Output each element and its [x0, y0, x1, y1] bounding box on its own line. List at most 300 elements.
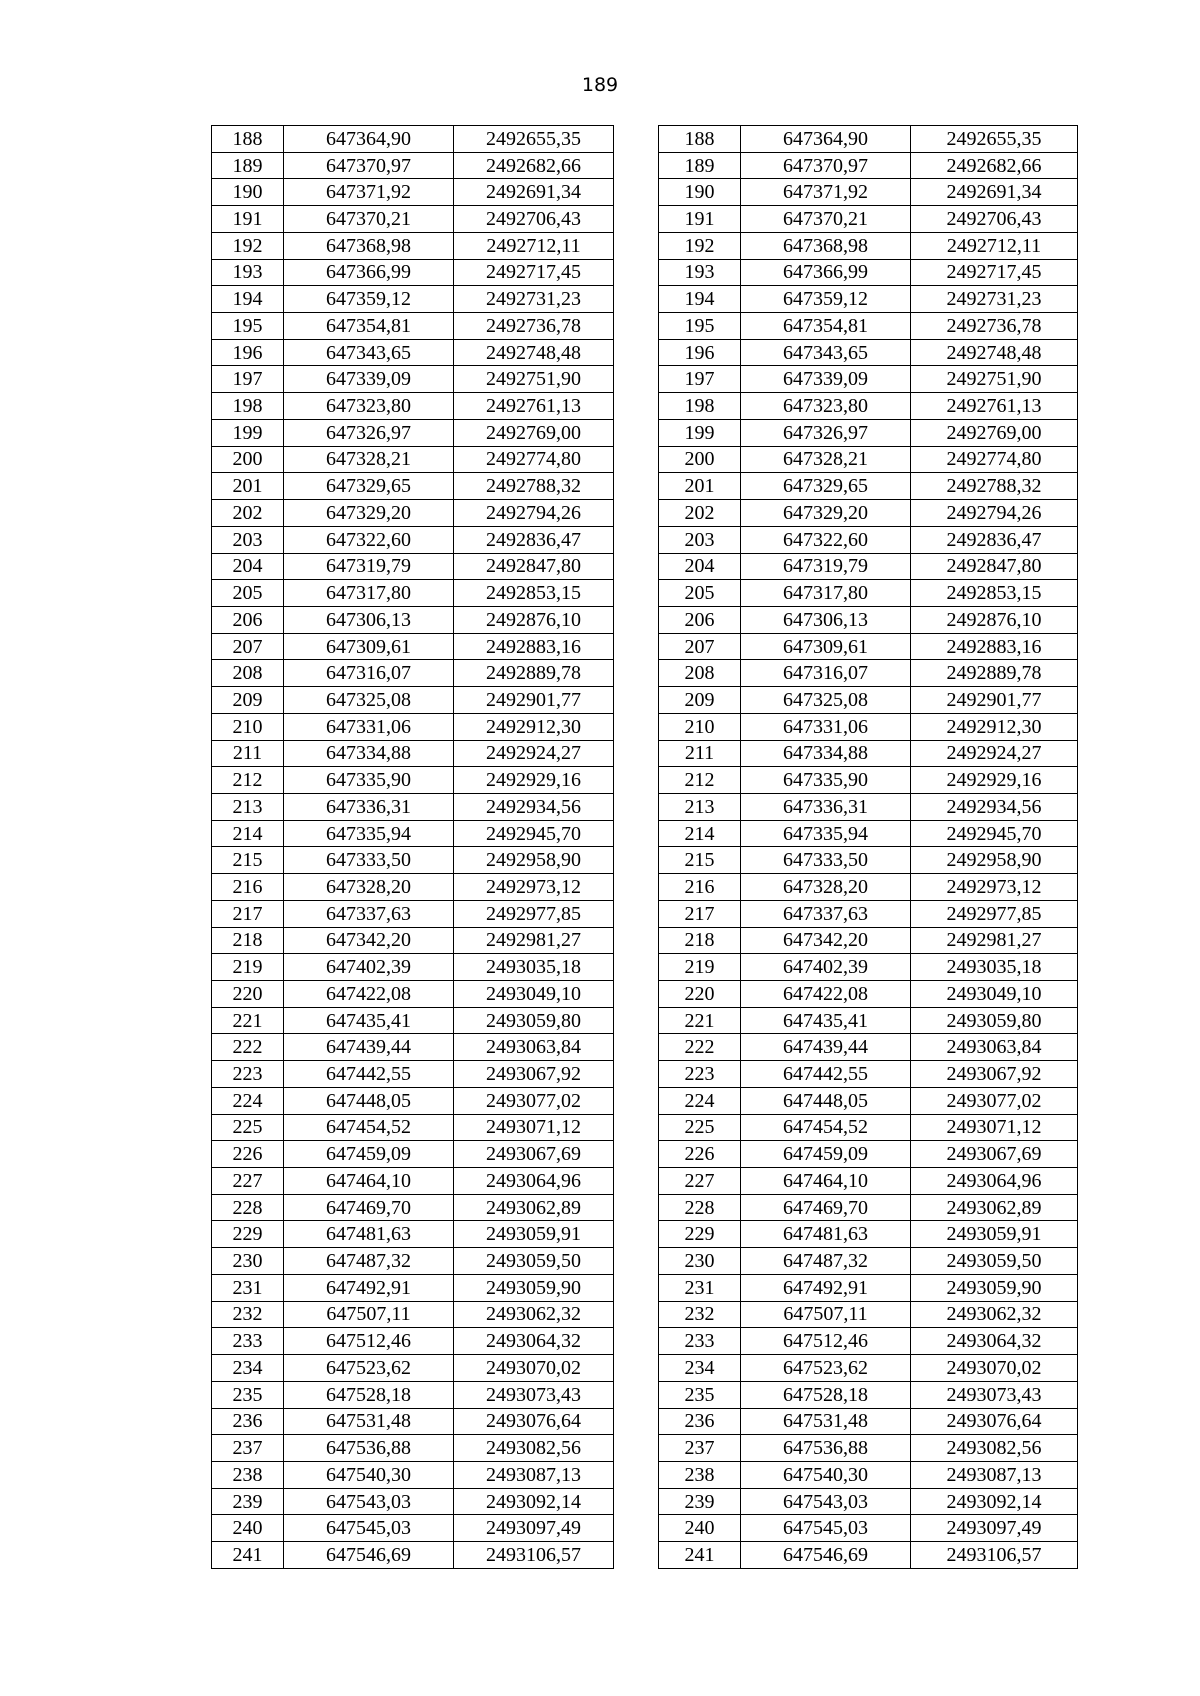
right-x-coordinate-cell: 647309,61	[741, 633, 911, 660]
right-point-number-cell: 201	[659, 473, 741, 500]
table-row	[212, 1408, 1078, 1435]
right-y-coordinate-cell: 2492901,77	[911, 687, 1078, 714]
left-x-coordinate-cell: 647354,81	[284, 313, 454, 340]
left-x-coordinate-cell: 647309,61	[284, 633, 454, 660]
left-point-number-cell: 190	[212, 179, 284, 206]
left-y-coordinate-cell: 2492836,47	[454, 526, 614, 553]
right-point-number-cell: 241	[659, 1542, 741, 1569]
column-gap	[614, 687, 659, 714]
table-row	[212, 366, 1078, 393]
column-gap	[614, 1034, 659, 1061]
left-x-coordinate-cell: 647337,63	[284, 900, 454, 927]
right-x-coordinate-cell: 647481,63	[741, 1221, 911, 1248]
right-point-number-cell: 217	[659, 900, 741, 927]
left-x-coordinate-cell: 647442,55	[284, 1061, 454, 1088]
right-y-coordinate-cell: 2492973,12	[911, 874, 1078, 901]
table-row	[212, 793, 1078, 820]
left-point-number-cell: 208	[212, 660, 284, 687]
column-gap	[614, 419, 659, 446]
right-point-number-cell: 221	[659, 1007, 741, 1034]
right-x-coordinate-cell: 647545,03	[741, 1515, 911, 1542]
right-x-coordinate-cell: 647531,48	[741, 1408, 911, 1435]
right-x-coordinate-cell: 647422,08	[741, 981, 911, 1008]
left-point-number-cell: 215	[212, 847, 284, 874]
right-point-number-cell: 240	[659, 1515, 741, 1542]
table-row	[212, 553, 1078, 580]
left-point-number-cell: 220	[212, 981, 284, 1008]
right-point-number-cell: 191	[659, 206, 741, 233]
right-x-coordinate-cell: 647528,18	[741, 1381, 911, 1408]
right-y-coordinate-cell: 2492958,90	[911, 847, 1078, 874]
table-row	[212, 1461, 1078, 1488]
table-row	[212, 1381, 1078, 1408]
left-point-number-cell: 240	[212, 1515, 284, 1542]
right-x-coordinate-cell: 647336,31	[741, 793, 911, 820]
left-point-number-cell: 226	[212, 1141, 284, 1168]
left-y-coordinate-cell: 2493071,12	[454, 1114, 614, 1141]
left-point-number-cell: 189	[212, 152, 284, 179]
left-x-coordinate-cell: 647306,13	[284, 606, 454, 633]
table-row	[212, 1435, 1078, 1462]
right-y-coordinate-cell: 2493070,02	[911, 1355, 1078, 1382]
right-y-coordinate-cell: 2493062,89	[911, 1194, 1078, 1221]
right-x-coordinate-cell: 647507,11	[741, 1301, 911, 1328]
left-point-number-cell: 232	[212, 1301, 284, 1328]
left-y-coordinate-cell: 2493106,57	[454, 1542, 614, 1569]
column-gap	[614, 1355, 659, 1382]
left-point-number-cell: 213	[212, 793, 284, 820]
left-y-coordinate-cell: 2493063,84	[454, 1034, 614, 1061]
right-x-coordinate-cell: 647546,69	[741, 1542, 911, 1569]
right-y-coordinate-cell: 2492836,47	[911, 526, 1078, 553]
table-row	[212, 927, 1078, 954]
column-gap	[614, 1007, 659, 1034]
right-point-number-cell: 199	[659, 419, 741, 446]
left-x-coordinate-cell: 647422,08	[284, 981, 454, 1008]
left-x-coordinate-cell: 647316,07	[284, 660, 454, 687]
left-x-coordinate-cell: 647331,06	[284, 713, 454, 740]
left-y-coordinate-cell: 2492788,32	[454, 473, 614, 500]
table-row	[212, 126, 1078, 153]
left-y-coordinate-cell: 2493067,69	[454, 1141, 614, 1168]
left-x-coordinate-cell: 647317,80	[284, 580, 454, 607]
right-point-number-cell: 238	[659, 1461, 741, 1488]
left-y-coordinate-cell: 2493073,43	[454, 1381, 614, 1408]
left-x-coordinate-cell: 647366,99	[284, 259, 454, 286]
column-gap	[614, 1328, 659, 1355]
left-point-number-cell: 202	[212, 500, 284, 527]
left-x-coordinate-cell: 647328,21	[284, 446, 454, 473]
left-x-coordinate-cell: 647512,46	[284, 1328, 454, 1355]
left-point-number-cell: 209	[212, 687, 284, 714]
left-point-number-cell: 206	[212, 606, 284, 633]
right-x-coordinate-cell: 647329,20	[741, 500, 911, 527]
left-x-coordinate-cell: 647370,97	[284, 152, 454, 179]
table-row	[212, 1274, 1078, 1301]
right-x-coordinate-cell: 647329,65	[741, 473, 911, 500]
right-point-number-cell: 227	[659, 1168, 741, 1195]
left-y-coordinate-cell: 2493082,56	[454, 1435, 614, 1462]
column-gap	[614, 1461, 659, 1488]
left-y-coordinate-cell: 2493064,96	[454, 1168, 614, 1195]
left-y-coordinate-cell: 2492973,12	[454, 874, 614, 901]
left-y-coordinate-cell: 2492847,80	[454, 553, 614, 580]
column-gap	[614, 1381, 659, 1408]
left-point-number-cell: 239	[212, 1488, 284, 1515]
column-gap	[614, 1087, 659, 1114]
column-gap	[614, 473, 659, 500]
column-gap	[614, 1114, 659, 1141]
table-row	[212, 1168, 1078, 1195]
left-y-coordinate-cell: 2492774,80	[454, 446, 614, 473]
left-point-number-cell: 198	[212, 393, 284, 420]
right-x-coordinate-cell: 647326,97	[741, 419, 911, 446]
right-x-coordinate-cell: 647364,90	[741, 126, 911, 153]
left-x-coordinate-cell: 647464,10	[284, 1168, 454, 1195]
left-y-coordinate-cell: 2492731,23	[454, 286, 614, 313]
right-y-coordinate-cell: 2493059,80	[911, 1007, 1078, 1034]
right-point-number-cell: 197	[659, 366, 741, 393]
right-y-coordinate-cell: 2492691,34	[911, 179, 1078, 206]
left-x-coordinate-cell: 647319,79	[284, 553, 454, 580]
left-x-coordinate-cell: 647487,32	[284, 1248, 454, 1275]
column-gap	[614, 366, 659, 393]
right-x-coordinate-cell: 647523,62	[741, 1355, 911, 1382]
right-x-coordinate-cell: 647512,46	[741, 1328, 911, 1355]
right-y-coordinate-cell: 2492981,27	[911, 927, 1078, 954]
left-y-coordinate-cell: 2492945,70	[454, 820, 614, 847]
right-y-coordinate-cell: 2493087,13	[911, 1461, 1078, 1488]
left-point-number-cell: 229	[212, 1221, 284, 1248]
table-row	[212, 1542, 1078, 1569]
left-y-coordinate-cell: 2493035,18	[454, 954, 614, 981]
right-y-coordinate-cell: 2493092,14	[911, 1488, 1078, 1515]
table-row	[212, 847, 1078, 874]
left-x-coordinate-cell: 647492,91	[284, 1274, 454, 1301]
left-point-number-cell: 193	[212, 259, 284, 286]
column-gap	[614, 820, 659, 847]
page-number: 189	[581, 74, 619, 96]
right-y-coordinate-cell: 2492655,35	[911, 126, 1078, 153]
left-point-number-cell: 195	[212, 313, 284, 340]
column-gap	[614, 1141, 659, 1168]
right-point-number-cell: 234	[659, 1355, 741, 1382]
table-row	[212, 419, 1078, 446]
left-y-coordinate-cell: 2492883,16	[454, 633, 614, 660]
right-x-coordinate-cell: 647402,39	[741, 954, 911, 981]
left-point-number-cell: 230	[212, 1248, 284, 1275]
right-y-coordinate-cell: 2492883,16	[911, 633, 1078, 660]
right-y-coordinate-cell: 2493097,49	[911, 1515, 1078, 1542]
right-point-number-cell: 193	[659, 259, 741, 286]
right-x-coordinate-cell: 647459,09	[741, 1141, 911, 1168]
left-y-coordinate-cell: 2492912,30	[454, 713, 614, 740]
right-point-number-cell: 206	[659, 606, 741, 633]
right-y-coordinate-cell: 2492736,78	[911, 313, 1078, 340]
table-row	[212, 606, 1078, 633]
right-x-coordinate-cell: 647448,05	[741, 1087, 911, 1114]
left-x-coordinate-cell: 647454,52	[284, 1114, 454, 1141]
left-y-coordinate-cell: 2493059,50	[454, 1248, 614, 1275]
left-x-coordinate-cell: 647342,20	[284, 927, 454, 954]
left-point-number-cell: 234	[212, 1355, 284, 1382]
column-gap	[614, 259, 659, 286]
table-row	[212, 286, 1078, 313]
right-y-coordinate-cell: 2492706,43	[911, 206, 1078, 233]
left-x-coordinate-cell: 647339,09	[284, 366, 454, 393]
left-y-coordinate-cell: 2492769,00	[454, 419, 614, 446]
right-y-coordinate-cell: 2493076,64	[911, 1408, 1078, 1435]
column-gap	[614, 1488, 659, 1515]
left-point-number-cell: 196	[212, 339, 284, 366]
left-x-coordinate-cell: 647335,90	[284, 767, 454, 794]
table-row	[212, 1515, 1078, 1542]
table-row	[212, 1034, 1078, 1061]
column-gap	[614, 927, 659, 954]
right-point-number-cell: 202	[659, 500, 741, 527]
right-x-coordinate-cell: 647335,94	[741, 820, 911, 847]
right-point-number-cell: 215	[659, 847, 741, 874]
left-point-number-cell: 216	[212, 874, 284, 901]
left-y-coordinate-cell: 2493059,91	[454, 1221, 614, 1248]
right-point-number-cell: 222	[659, 1034, 741, 1061]
left-x-coordinate-cell: 647370,21	[284, 206, 454, 233]
left-y-coordinate-cell: 2492934,56	[454, 793, 614, 820]
right-x-coordinate-cell: 647317,80	[741, 580, 911, 607]
right-x-coordinate-cell: 647322,60	[741, 526, 911, 553]
table-row	[212, 633, 1078, 660]
right-x-coordinate-cell: 647536,88	[741, 1435, 911, 1462]
right-point-number-cell: 213	[659, 793, 741, 820]
right-point-number-cell: 209	[659, 687, 741, 714]
right-point-number-cell: 235	[659, 1381, 741, 1408]
right-x-coordinate-cell: 647540,30	[741, 1461, 911, 1488]
left-y-coordinate-cell: 2492712,11	[454, 232, 614, 259]
left-y-coordinate-cell: 2492748,48	[454, 339, 614, 366]
right-point-number-cell: 207	[659, 633, 741, 660]
column-gap	[614, 446, 659, 473]
left-point-number-cell: 212	[212, 767, 284, 794]
right-x-coordinate-cell: 647306,13	[741, 606, 911, 633]
left-y-coordinate-cell: 2493092,14	[454, 1488, 614, 1515]
left-x-coordinate-cell: 647359,12	[284, 286, 454, 313]
right-point-number-cell: 239	[659, 1488, 741, 1515]
column-gap	[614, 1542, 659, 1569]
left-x-coordinate-cell: 647459,09	[284, 1141, 454, 1168]
left-point-number-cell: 217	[212, 900, 284, 927]
right-y-coordinate-cell: 2493059,90	[911, 1274, 1078, 1301]
right-y-coordinate-cell: 2492934,56	[911, 793, 1078, 820]
right-point-number-cell: 194	[659, 286, 741, 313]
right-y-coordinate-cell: 2492751,90	[911, 366, 1078, 393]
table-row	[212, 393, 1078, 420]
left-y-coordinate-cell: 2493059,80	[454, 1007, 614, 1034]
left-x-coordinate-cell: 647368,98	[284, 232, 454, 259]
table-row	[212, 446, 1078, 473]
right-x-coordinate-cell: 647370,97	[741, 152, 911, 179]
table-row	[212, 232, 1078, 259]
left-point-number-cell: 238	[212, 1461, 284, 1488]
left-point-number-cell: 219	[212, 954, 284, 981]
table-row	[212, 1221, 1078, 1248]
left-y-coordinate-cell: 2493059,90	[454, 1274, 614, 1301]
left-x-coordinate-cell: 647335,94	[284, 820, 454, 847]
left-y-coordinate-cell: 2492682,66	[454, 152, 614, 179]
column-gap	[614, 526, 659, 553]
right-point-number-cell: 188	[659, 126, 741, 153]
table-row	[212, 1488, 1078, 1515]
right-point-number-cell: 220	[659, 981, 741, 1008]
left-x-coordinate-cell: 647439,44	[284, 1034, 454, 1061]
column-gap	[614, 1221, 659, 1248]
left-x-coordinate-cell: 647523,62	[284, 1355, 454, 1382]
left-x-coordinate-cell: 647546,69	[284, 1542, 454, 1569]
right-y-coordinate-cell: 2492774,80	[911, 446, 1078, 473]
left-y-coordinate-cell: 2492981,27	[454, 927, 614, 954]
left-point-number-cell: 191	[212, 206, 284, 233]
right-y-coordinate-cell: 2493049,10	[911, 981, 1078, 1008]
table-row	[212, 1114, 1078, 1141]
left-point-number-cell: 194	[212, 286, 284, 313]
right-x-coordinate-cell: 647543,03	[741, 1488, 911, 1515]
right-point-number-cell: 226	[659, 1141, 741, 1168]
right-y-coordinate-cell: 2492889,78	[911, 660, 1078, 687]
left-y-coordinate-cell: 2493087,13	[454, 1461, 614, 1488]
right-y-coordinate-cell: 2493073,43	[911, 1381, 1078, 1408]
left-y-coordinate-cell: 2492901,77	[454, 687, 614, 714]
right-y-coordinate-cell: 2493064,96	[911, 1168, 1078, 1195]
right-point-number-cell: 195	[659, 313, 741, 340]
left-x-coordinate-cell: 647448,05	[284, 1087, 454, 1114]
table-row	[212, 339, 1078, 366]
left-x-coordinate-cell: 647334,88	[284, 740, 454, 767]
right-point-number-cell: 205	[659, 580, 741, 607]
left-point-number-cell: 203	[212, 526, 284, 553]
column-gap	[614, 954, 659, 981]
right-point-number-cell: 229	[659, 1221, 741, 1248]
column-gap	[614, 1274, 659, 1301]
left-x-coordinate-cell: 647536,88	[284, 1435, 454, 1462]
left-x-coordinate-cell: 647329,65	[284, 473, 454, 500]
left-y-coordinate-cell: 2493076,64	[454, 1408, 614, 1435]
left-point-number-cell: 204	[212, 553, 284, 580]
left-point-number-cell: 221	[212, 1007, 284, 1034]
left-x-coordinate-cell: 647402,39	[284, 954, 454, 981]
right-y-coordinate-cell: 2492924,27	[911, 740, 1078, 767]
column-gap	[614, 179, 659, 206]
right-x-coordinate-cell: 647464,10	[741, 1168, 911, 1195]
left-point-number-cell: 211	[212, 740, 284, 767]
table-row	[212, 820, 1078, 847]
right-point-number-cell: 190	[659, 179, 741, 206]
column-gap	[614, 1194, 659, 1221]
right-y-coordinate-cell: 2492876,10	[911, 606, 1078, 633]
right-point-number-cell: 189	[659, 152, 741, 179]
column-gap	[614, 981, 659, 1008]
left-point-number-cell: 205	[212, 580, 284, 607]
table-row	[212, 1141, 1078, 1168]
right-y-coordinate-cell: 2493077,02	[911, 1087, 1078, 1114]
left-y-coordinate-cell: 2493062,32	[454, 1301, 614, 1328]
left-point-number-cell: 236	[212, 1408, 284, 1435]
left-x-coordinate-cell: 647545,03	[284, 1515, 454, 1542]
right-y-coordinate-cell: 2492945,70	[911, 820, 1078, 847]
column-gap	[614, 740, 659, 767]
left-x-coordinate-cell: 647543,03	[284, 1488, 454, 1515]
right-x-coordinate-cell: 647335,90	[741, 767, 911, 794]
left-x-coordinate-cell: 647469,70	[284, 1194, 454, 1221]
right-x-coordinate-cell: 647334,88	[741, 740, 911, 767]
left-x-coordinate-cell: 647371,92	[284, 179, 454, 206]
left-y-coordinate-cell: 2492736,78	[454, 313, 614, 340]
left-point-number-cell: 197	[212, 366, 284, 393]
table-row	[212, 1087, 1078, 1114]
right-y-coordinate-cell: 2492847,80	[911, 553, 1078, 580]
right-x-coordinate-cell: 647370,21	[741, 206, 911, 233]
left-y-coordinate-cell: 2492958,90	[454, 847, 614, 874]
right-x-coordinate-cell: 647439,44	[741, 1034, 911, 1061]
right-point-number-cell: 237	[659, 1435, 741, 1462]
left-y-coordinate-cell: 2492929,16	[454, 767, 614, 794]
left-y-coordinate-cell: 2493070,02	[454, 1355, 614, 1382]
right-point-number-cell: 212	[659, 767, 741, 794]
table-row	[212, 1328, 1078, 1355]
right-y-coordinate-cell: 2492761,13	[911, 393, 1078, 420]
right-y-coordinate-cell: 2492748,48	[911, 339, 1078, 366]
left-y-coordinate-cell: 2492924,27	[454, 740, 614, 767]
table-row	[212, 526, 1078, 553]
right-point-number-cell: 224	[659, 1087, 741, 1114]
right-x-coordinate-cell: 647487,32	[741, 1248, 911, 1275]
column-gap	[614, 1515, 659, 1542]
right-point-number-cell: 219	[659, 954, 741, 981]
left-x-coordinate-cell: 647528,18	[284, 1381, 454, 1408]
column-gap	[614, 339, 659, 366]
table-row	[212, 954, 1078, 981]
column-gap	[614, 1435, 659, 1462]
left-y-coordinate-cell: 2493067,92	[454, 1061, 614, 1088]
right-x-coordinate-cell: 647342,20	[741, 927, 911, 954]
right-x-coordinate-cell: 647492,91	[741, 1274, 911, 1301]
right-y-coordinate-cell: 2493059,91	[911, 1221, 1078, 1248]
left-y-coordinate-cell: 2493049,10	[454, 981, 614, 1008]
right-x-coordinate-cell: 647337,63	[741, 900, 911, 927]
table-row	[212, 981, 1078, 1008]
left-x-coordinate-cell: 647329,20	[284, 500, 454, 527]
table-row	[212, 740, 1078, 767]
right-x-coordinate-cell: 647366,99	[741, 259, 911, 286]
left-y-coordinate-cell: 2492706,43	[454, 206, 614, 233]
column-gap	[614, 633, 659, 660]
table-row	[212, 1194, 1078, 1221]
left-point-number-cell: 241	[212, 1542, 284, 1569]
right-y-coordinate-cell: 2493067,92	[911, 1061, 1078, 1088]
right-x-coordinate-cell: 647354,81	[741, 313, 911, 340]
column-gap	[614, 553, 659, 580]
left-point-number-cell: 235	[212, 1381, 284, 1408]
right-x-coordinate-cell: 647435,41	[741, 1007, 911, 1034]
left-x-coordinate-cell: 647333,50	[284, 847, 454, 874]
column-gap	[614, 900, 659, 927]
right-point-number-cell: 218	[659, 927, 741, 954]
left-y-coordinate-cell: 2493064,32	[454, 1328, 614, 1355]
table-row	[212, 660, 1078, 687]
left-y-coordinate-cell: 2492761,13	[454, 393, 614, 420]
right-point-number-cell: 198	[659, 393, 741, 420]
right-x-coordinate-cell: 647325,08	[741, 687, 911, 714]
right-y-coordinate-cell: 2492794,26	[911, 500, 1078, 527]
left-point-number-cell: 231	[212, 1274, 284, 1301]
